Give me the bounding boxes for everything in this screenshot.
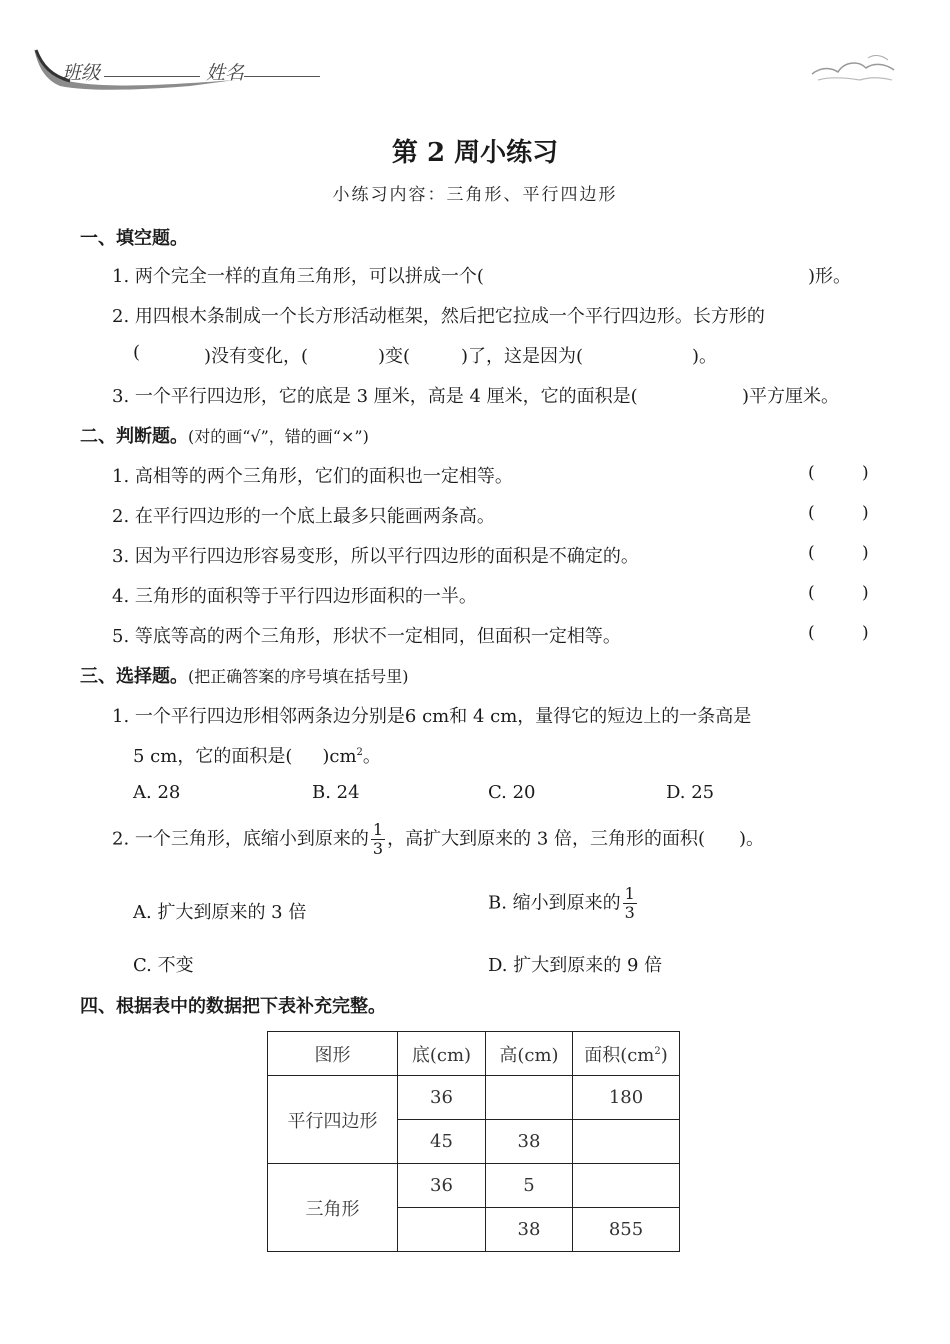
fraction-numerator: 1 <box>372 820 384 839</box>
s1-q2-line1: 2. 用四根木条制成一个长方形活动框架，然后把它拉成一个平行四边形。长方形的 <box>112 306 765 327</box>
section2-note: (对的画“√”，错的画“×”) <box>188 427 369 446</box>
page-title: 第 2 周小练习 <box>391 138 559 168</box>
name-label: 姓名 <box>206 62 245 84</box>
cell-base: 36 <box>398 1076 486 1120</box>
fraction-numerator: 1 <box>624 884 635 903</box>
header-area-close: ) <box>660 1044 668 1066</box>
section2-heading <box>80 422 369 448</box>
cell-area: 855 <box>573 1208 680 1252</box>
cell-base[interactable] <box>398 1208 486 1252</box>
s3-q2-after: ，高扩大到原来的 3 倍，三角形的面积( <box>387 828 706 850</box>
s2-answer-close-5: ) <box>862 623 869 643</box>
shape-triangle: 三角形 <box>268 1164 398 1252</box>
s2-answer-close-1: ) <box>862 463 869 483</box>
cell-height[interactable] <box>486 1076 573 1120</box>
s2-answer-open-1: ( <box>808 463 815 483</box>
s1-q2-text4: )。 <box>692 346 718 367</box>
s3-q1-line1: 1. 一个平行四边形相邻两条边分别是6 cm和 4 cm，量得它的短边上的一条高是 <box>112 706 752 727</box>
s2-item-1: 1. 高相等的两个三角形，它们的面积也一定相等。 <box>112 466 513 487</box>
s2-item-4: 4. 三角形的面积等于平行四边形面积的一半。 <box>112 586 477 607</box>
cloud-decoration <box>808 52 898 86</box>
area-table <box>267 1031 680 1252</box>
s1-q3-end: )平方厘米。 <box>742 386 840 407</box>
s3-q1-line2-before: 5 cm，它的面积是( <box>133 746 293 767</box>
section3-title: 三、选择题。 <box>80 666 188 687</box>
s3-q1-line2-end: 。 <box>362 746 381 767</box>
s3-q2-option-a: A. 扩大到原来的 3 倍 <box>133 902 307 923</box>
section3-heading <box>80 662 409 688</box>
s3-q1-option-b: B. 24 <box>312 782 360 803</box>
fraction-denominator: 3 <box>624 903 635 922</box>
section4-heading: 四、根据表中的数据把下表补充完整。 <box>80 996 386 1017</box>
s3-q2-option-b <box>488 886 639 921</box>
table-row <box>268 1076 680 1120</box>
table-header-row <box>268 1032 680 1076</box>
s1-q2-text3: )了，这是因为( <box>461 346 584 367</box>
name-blank-line <box>244 76 320 77</box>
cell-area[interactable] <box>573 1120 680 1164</box>
cell-base: 36 <box>398 1164 486 1208</box>
cell-height: 38 <box>486 1208 573 1252</box>
table-row <box>268 1164 680 1208</box>
s3-q2-stem <box>112 822 764 857</box>
s1-q2-text2: )变( <box>378 346 411 367</box>
s2-answer-close-3: ) <box>862 543 869 563</box>
s3-q2-fraction <box>371 822 385 857</box>
s3-q1-option-d: D. 25 <box>666 782 715 803</box>
s1-q1-text: 1. 两个完全一样的直角三角形，可以拼成一个( <box>112 266 484 287</box>
s1-q2-text1: )没有变化，( <box>204 346 309 367</box>
cell-height: 38 <box>486 1120 573 1164</box>
s2-answer-close-2: ) <box>862 503 869 523</box>
s3-q1-option-a: A. 28 <box>133 782 181 803</box>
fraction-denominator: 3 <box>372 839 384 858</box>
s3-q1-line2-after: )cm <box>322 746 357 767</box>
s3-q2-before: 2. 一个三角形，底缩小到原来的 <box>112 828 369 850</box>
s3-q2-option-c: C. 不变 <box>133 955 194 976</box>
header-area-sup: 2 <box>654 1045 661 1057</box>
s3-q1-unit-sup: 2 <box>356 747 363 758</box>
s2-answer-open-4: ( <box>808 583 815 603</box>
cell-area: 180 <box>573 1076 680 1120</box>
s2-item-3: 3. 因为平行四边形容易变形，所以平行四边形的面积是不确定的。 <box>112 546 639 567</box>
s1-q2-paren1: ( <box>133 342 141 363</box>
class-label: 班级 <box>62 62 101 84</box>
s3-q1-option-c: C. 20 <box>488 782 536 803</box>
header-shape: 图形 <box>268 1032 398 1076</box>
cell-area[interactable] <box>573 1164 680 1208</box>
class-blank-line <box>104 76 200 77</box>
section2-title: 二、判断题。 <box>80 426 188 447</box>
header-height: 高(cm) <box>486 1032 573 1076</box>
s1-q3-text: 3. 一个平行四边形，它的底是 3 厘米，高是 4 厘米，它的面积是( <box>112 386 638 407</box>
s2-item-5: 5. 等底等高的两个三角形，形状不一定相同，但面积一定相等。 <box>112 626 621 647</box>
s3-q2-option-b-fraction <box>623 886 637 921</box>
s2-answer-open-2: ( <box>808 503 815 523</box>
section1-heading: 一、填空题。 <box>80 228 188 249</box>
s3-q2-end: )。 <box>739 828 765 850</box>
s2-answer-close-4: ) <box>862 583 869 603</box>
header-area <box>573 1032 680 1076</box>
cell-base: 45 <box>398 1120 486 1164</box>
s3-q1-line2 <box>133 742 381 768</box>
s3-q2-option-d: D. 扩大到原来的 9 倍 <box>488 955 663 976</box>
s2-answer-open-3: ( <box>808 543 815 563</box>
header-base: 底(cm) <box>398 1032 486 1076</box>
shape-parallelogram: 平行四边形 <box>268 1076 398 1164</box>
header-area-text: 面积(cm <box>584 1044 655 1066</box>
section3-note: (把正确答案的序号填在括号里) <box>188 667 409 686</box>
s2-answer-open-5: ( <box>808 623 815 643</box>
page-subtitle: 小练习内容：三角形、平行四边形 <box>332 185 618 205</box>
s3-q2-option-b-text: B. 缩小到原来的 <box>488 892 621 914</box>
s1-q1-end: )形。 <box>808 266 852 287</box>
cell-height: 5 <box>486 1164 573 1208</box>
s2-item-2: 2. 在平行四边形的一个底上最多只能画两条高。 <box>112 506 495 527</box>
